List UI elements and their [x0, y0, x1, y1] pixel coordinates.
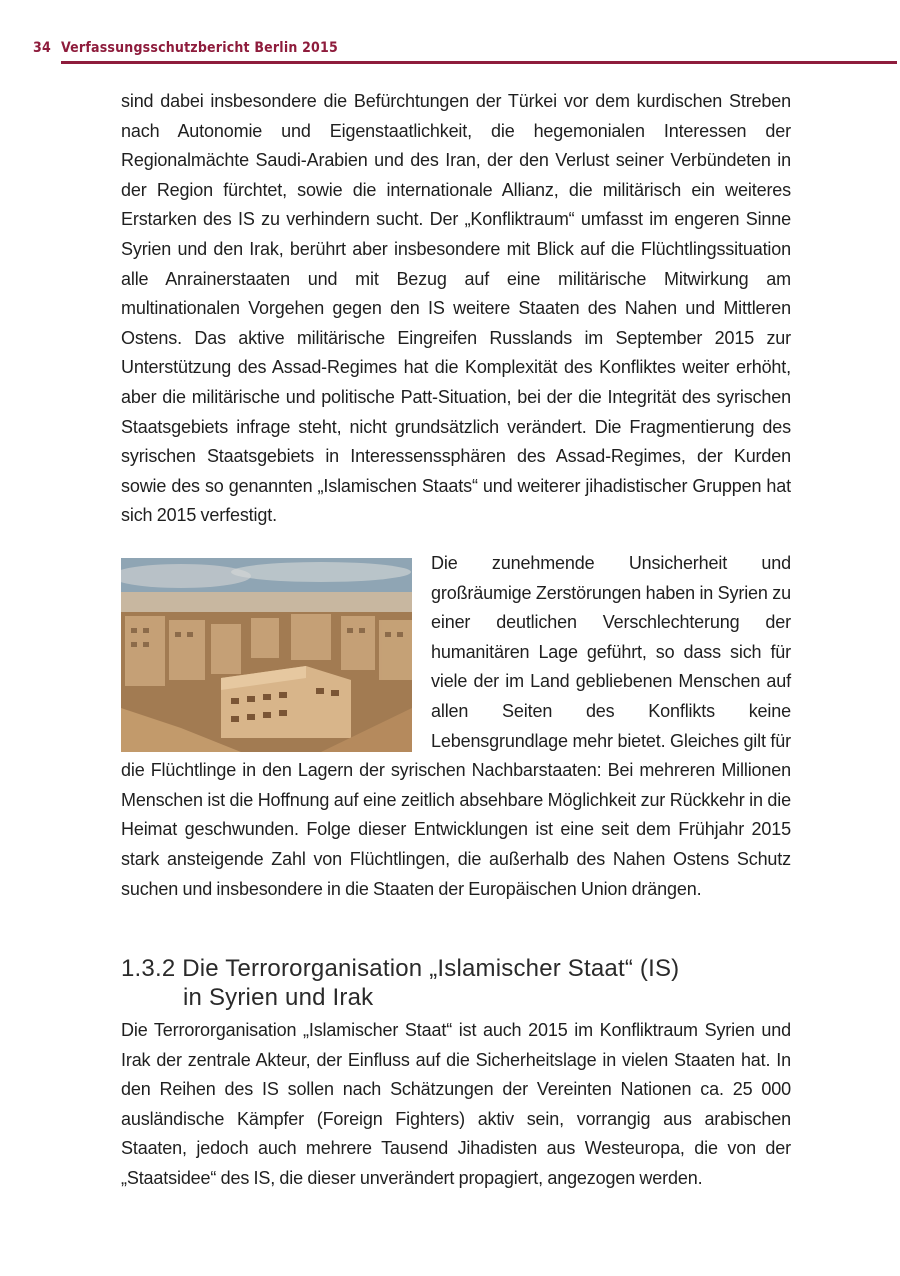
running-title: Verfassungsschutzbericht Berlin 2015	[61, 40, 338, 56]
page-header	[33, 40, 897, 68]
page-number: 34	[33, 40, 51, 56]
body-paragraph-2-block	[121, 549, 791, 904]
header-rule	[61, 61, 897, 64]
section-paragraph: Die Terrororganisation „Islamischer Staat“ ist auch 2015 im Konfliktraum Syrien und Irak der zentrale Akteur, der Einfluss auf die Sicherheitslage in vielen Staaten hat. In den Reihen des IS sollen nach Schätzungen der Vereinten Nationen ca. 25 000 ausländische Kämpfer (Foreign Fighters) aktiv sein, vorrangig aus arabischen Staaten, jedoch auch mehrere Tausend Jihadisten aus Westeuropa, die von der „Staatsidee“ des IS, die dieser unverändert propagiert, angezogen werden.	[121, 1020, 791, 1188]
section-heading-line1: 1.3.2 Die Terrororganisation „Islamischer Staat“ (IS)	[121, 955, 680, 982]
body-paragraph-1: sind dabei insbesondere die Befürchtungen der Türkei vor dem kurdischen Streben nach Autonomie und Eigenstaatlichkeit, die hegemonialen Interessen der Regionalmächte Saudi-Arabien und des Iran, der den Verlust seiner Verbündeten in der Region fürchtet, sowie die internationale Allianz, die militärisch ein weiteres Erstarken des IS zu verhindern sucht. Der „Konfliktraum“ umfasst im engeren Sinne Syrien und den Irak, berührt aber insbesondere mit Blick auf die Flüchtlingssituation alle Anrainerstaaten und mit Bezug auf eine militärische Mitwirkung am multinationalen Vorgehen gegen den IS weitere Staaten des Nahen und Mittleren Ostens. Das aktive militärische Eingreifen Russlands im September 2015 zur Unterstützung des Assad-Regimes hat die Komplexität des Konfliktes weiter erhöht, aber die militärische und politische Patt-Situation, bei der die Integrität des syrischen Staatsgebiets infrage steht, nicht grundsätzlich verändert. Die Fragmentierung des syrischen Staatsgebiets in Interessenssphären des Assad-Regimes, der Kurden sowie des so genannten „Islamischen Staats“ und weiterer jihadistischer Gruppen hat sich 2015 verfestigt.	[121, 91, 791, 526]
body-paragraph-2: Die zunehmende Unsicherheit und großräumige Zerstörungen haben in Syrien zu einer deutlichen Verschlechterung der humanitären Lage geführt, so dass sich für viele der im Land gebliebenen Menschen auf allen Seiten des Konflikts keine Lebensgrundlage mehr bietet. Gleiches gilt für die Flüchtlinge in den Lagern der syrischen Nachbarstaaten: Bei mehreren Millionen Menschen ist die Hoffnung auf eine zeitlich absehbare Möglichkeit zur Rückkehr in die Heimat geschwunden. Folge dieser Entwicklungen ist eine seit dem Frühjahr 2015 stark ansteigende Zahl von Flüchtlingen, die außerhalb des Nahen Ostens Schutz suchen und insbesondere in die Staaten der Europäischen Union drängen.	[121, 553, 791, 899]
section-heading	[121, 954, 801, 1012]
section-heading-line2: in Syrien und Irak	[183, 984, 374, 1011]
destroyed-city-photo	[121, 558, 412, 752]
destroyed-city-illustration	[121, 558, 412, 752]
